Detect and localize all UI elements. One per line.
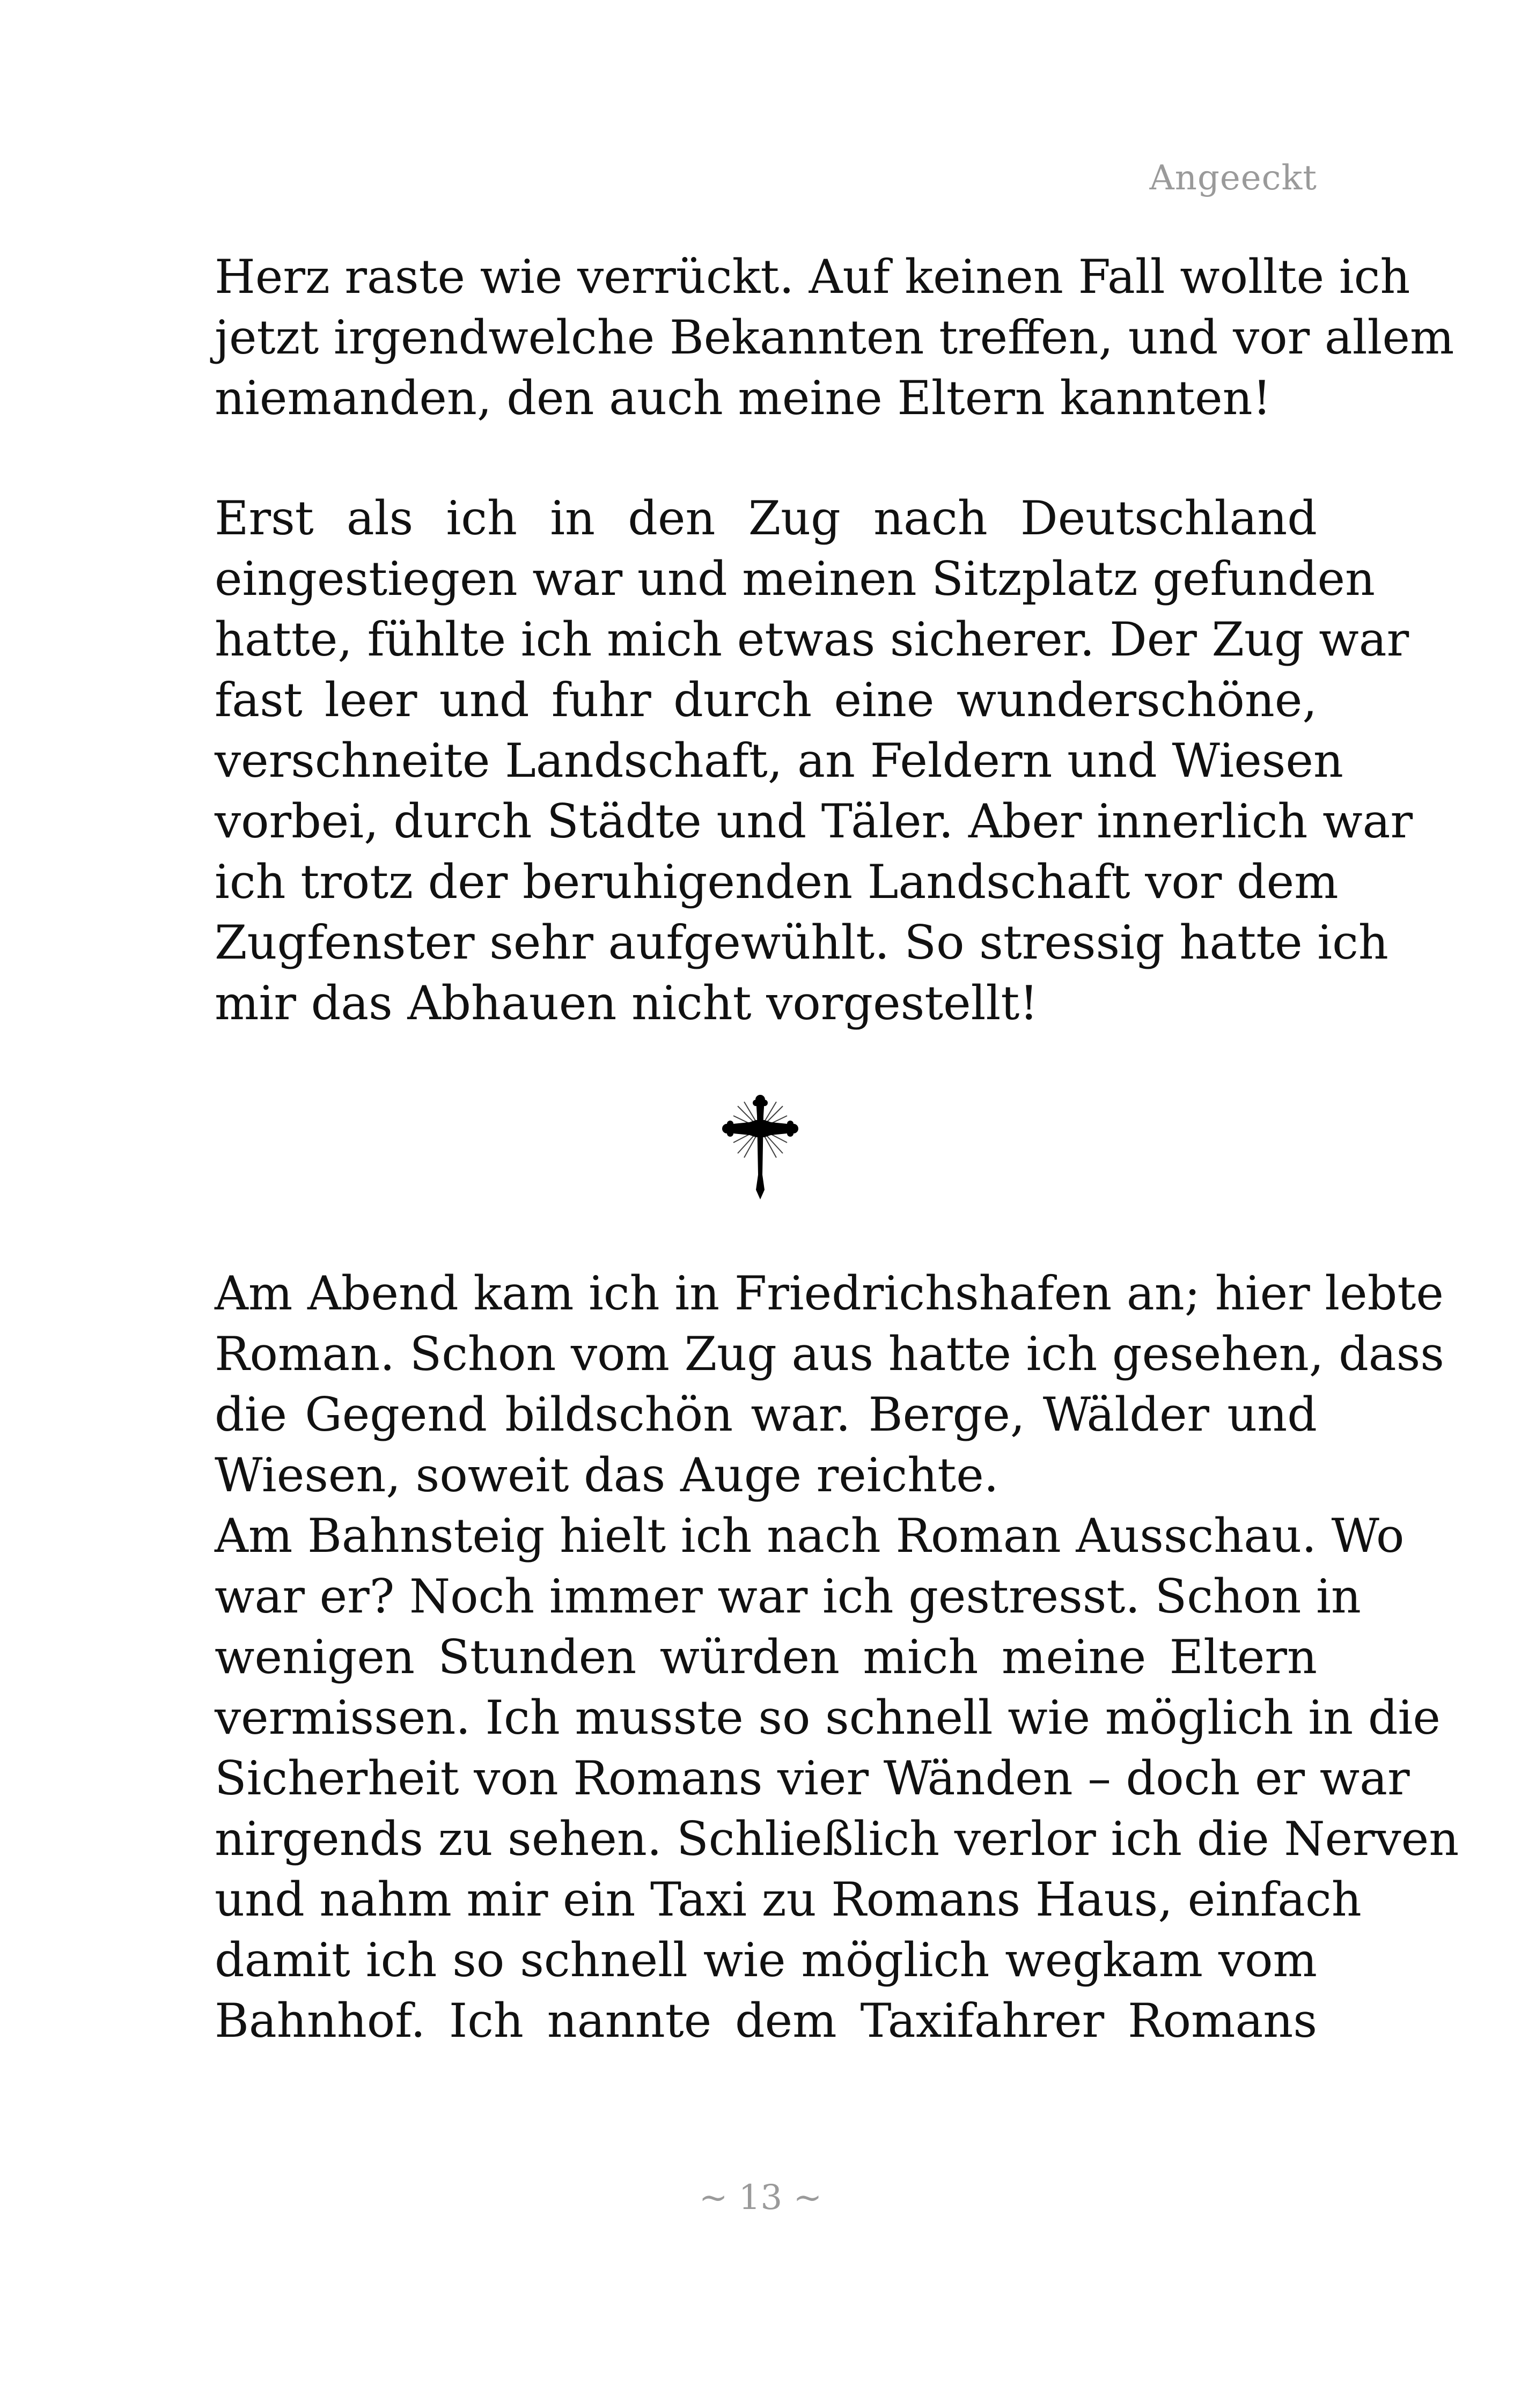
text-line: vermissen. Ich musste so schnell wie möglich in die — [215, 1690, 1441, 1745]
text-line: fast leer und fuhr durch eine wunderschöne, — [215, 673, 1317, 727]
text-line: damit ich so schnell wie möglich wegkam vom — [215, 1933, 1317, 1987]
running-header-title: Angeeckt — [1149, 158, 1317, 198]
text-line: Sicherheit von Romans vier Wänden – doch er war — [215, 1751, 1410, 1806]
text-line: nirgends zu sehen. Schließlich verlor ich die Nerven — [215, 1811, 1459, 1866]
text-line: wenigen Stunden würden mich meine Eltern — [215, 1630, 1317, 1684]
text-line: eingestiegen war und meinen Sitzplatz gefunden — [215, 551, 1376, 606]
paragraph-3 — [215, 1263, 1459, 2051]
text-line: jetzt irgendwelche Bekannten treffen, und vor allem — [215, 310, 1454, 365]
text-line: Am Abend kam ich in Friedrichshafen an; hier lebte — [215, 1266, 1444, 1321]
page-number: ~ 13 ~ — [699, 2178, 822, 2218]
paragraph-1 — [215, 247, 1454, 429]
text-line: Bahnhof. Ich nannte dem Taxifahrer Romans — [215, 1993, 1317, 2048]
text-line: Zugfenster sehr aufgewühlt. So stressig hatte ich — [215, 915, 1388, 970]
text-line: und nahm mir ein Taxi zu Romans Haus, einfach — [215, 1872, 1362, 1927]
text-line: verschneite Landschaft, an Feldern und Wiesen — [215, 733, 1343, 788]
text-line: die Gegend bildschön war. Berge, Wälder und — [215, 1387, 1317, 1442]
text-line: Roman. Schon vom Zug aus hatte ich gesehen, dass — [215, 1327, 1444, 1381]
text-line: Am Bahnsteig hielt ich nach Roman Ausschau. Wo — [215, 1508, 1405, 1563]
paragraph-2 — [215, 488, 1413, 1034]
text-line: ich trotz der beruhigenden Landschaft vor dem — [215, 855, 1339, 909]
text-line: mir das Abhauen nicht vorgestellt! — [215, 976, 1039, 1030]
text-line: Herz raste wie verrückt. Auf keinen Fall wollte ich — [215, 249, 1410, 304]
text-line: hatte, fühlte ich mich etwas sicherer. Der Zug war — [215, 612, 1409, 667]
text-line: Wiesen, soweit das Auge reichte. — [215, 1448, 999, 1503]
text-line: war er? Noch immer war ich gestresst. Schon in — [215, 1569, 1361, 1624]
text-line: niemanden, den auch meine Eltern kannten! — [215, 371, 1272, 425]
ornamental-cross-icon — [723, 1094, 798, 1202]
text-line: vorbei, durch Städte und Täler. Aber innerlich war — [215, 794, 1413, 849]
text-line: Erst als ich in den Zug nach Deutschland — [215, 491, 1317, 546]
